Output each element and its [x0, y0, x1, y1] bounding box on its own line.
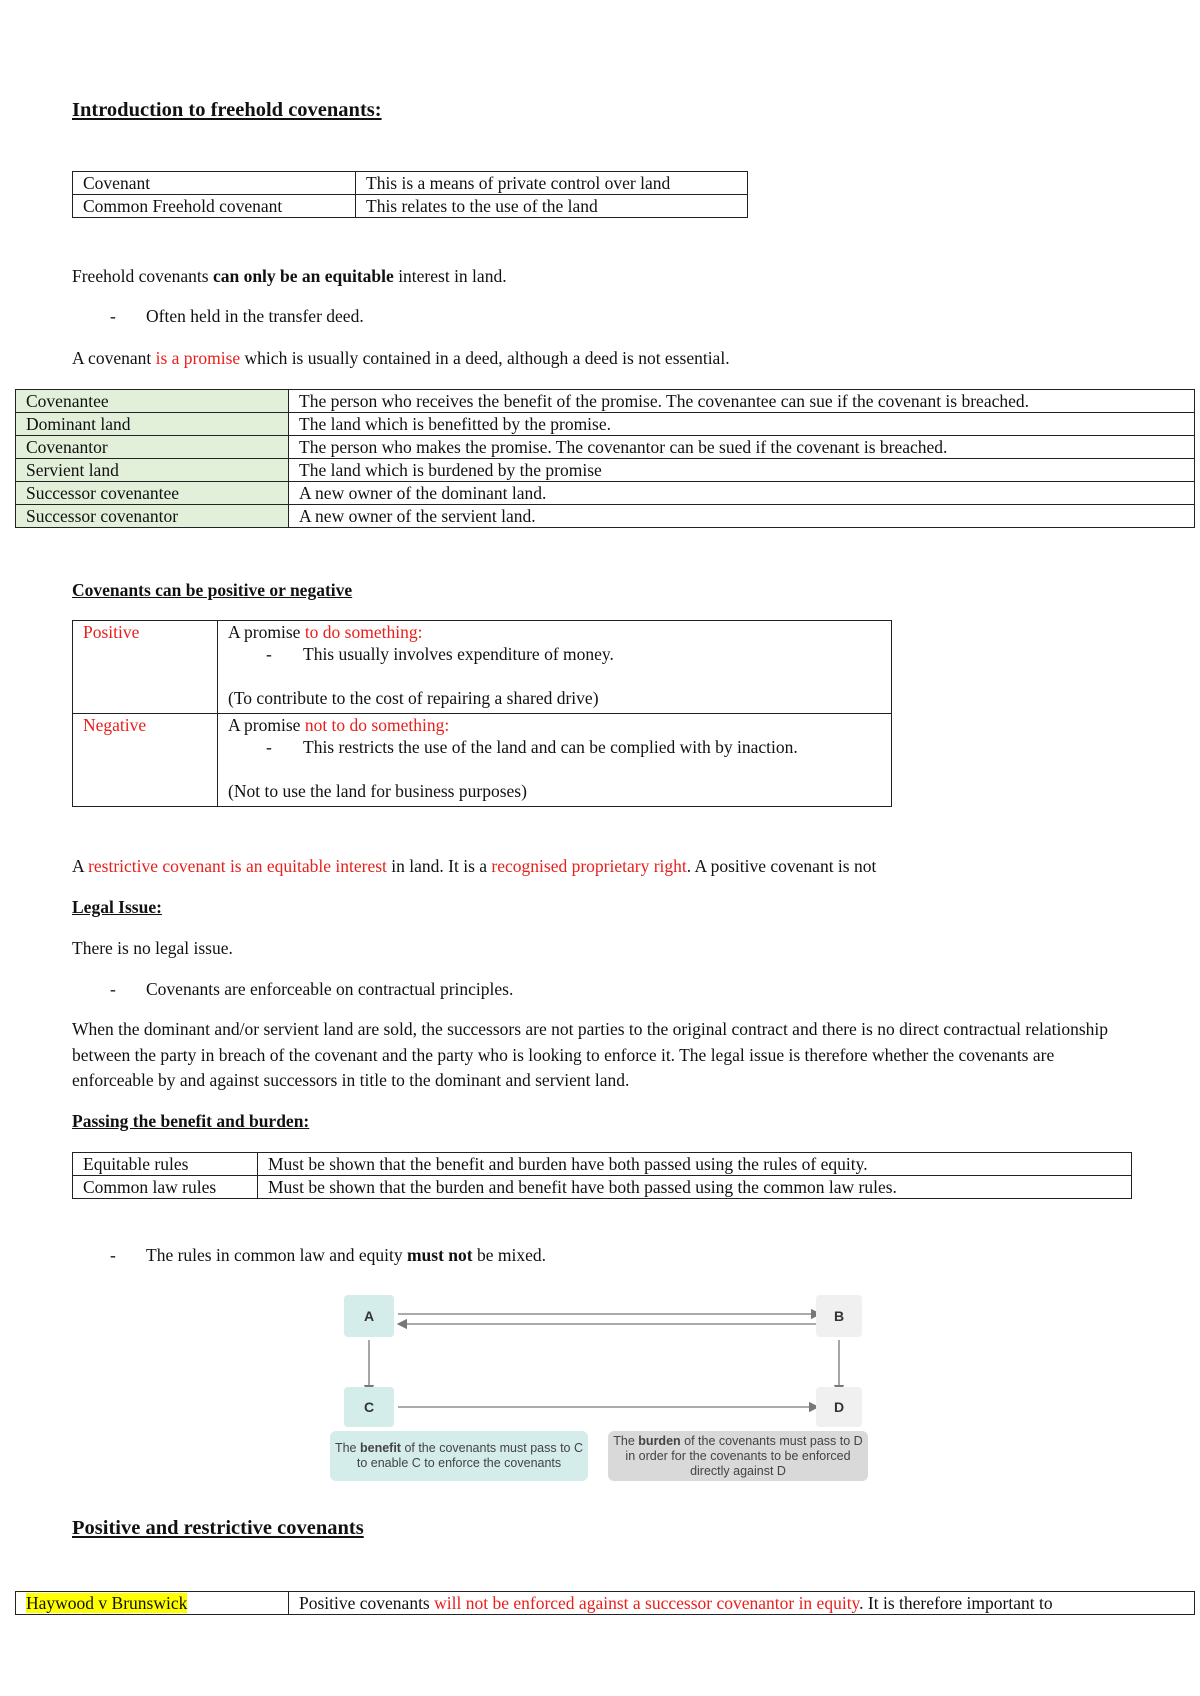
table-cell-definition: The land which is benefitted by the promise.: [289, 413, 1195, 436]
table-row: [73, 195, 748, 218]
table-cell-definition: A new owner of the servient land.: [289, 505, 1195, 528]
covenant-diagram: [330, 1295, 880, 1490]
legal-issue-paragraph: When the dominant and/or servient land are sold, the successors are not parties to the original contract and there is no direct contractual relationship between the party in breach of the covenant and the party who is looking to enforce it. The legal issue is therefore whether the covenants are enforceable by and against successors in title to the dominant and servient land.: [72, 1019, 1109, 1090]
table-row: [16, 413, 1195, 436]
negative-label: Negative: [73, 714, 218, 807]
bullet-dash: -: [110, 1245, 116, 1265]
red-text: recognised proprietary right: [491, 856, 687, 876]
table-cell-term: Common law rules: [73, 1176, 258, 1199]
case-name: Haywood v Brunswick: [26, 1593, 188, 1613]
bullet-text: This usually involves expenditure of money.: [303, 644, 614, 664]
table-cell-term: Covenant: [73, 172, 356, 195]
table-row: [73, 1176, 1132, 1199]
section-heading-positive-negative: Covenants can be positive or negative: [72, 580, 353, 600]
definitions-table-2: [15, 389, 1195, 528]
text-span: in land. It is a: [386, 856, 492, 876]
text-span: be mixed.: [472, 1245, 547, 1265]
text-span: which is usually contained in a deed, although a deed is not essential.: [240, 348, 730, 368]
example-text: (To contribute to the cost of repairing a shared drive): [228, 688, 599, 708]
restrictive-paragraph: [72, 856, 876, 877]
legal-issue-heading: Legal Issue:: [72, 897, 162, 917]
text-span: A promise: [228, 622, 305, 642]
table-row: [73, 621, 892, 714]
positive-negative-table: [72, 620, 892, 807]
table-row: [16, 482, 1195, 505]
benefit-caption: [330, 1431, 588, 1481]
table-cell-term: Servient land: [16, 459, 289, 482]
table-cell-term: Dominant land: [16, 413, 289, 436]
must-not-mix-bullet: [146, 1245, 546, 1266]
positive-label: Positive: [73, 621, 218, 714]
red-text: will not be enforced against a successor covenantor in equity: [434, 1593, 860, 1613]
burden-caption: [608, 1431, 868, 1481]
passing-heading: Passing the benefit and burden:: [72, 1111, 310, 1131]
table-row: [73, 172, 748, 195]
text-span: A promise: [228, 715, 305, 735]
text-span: The: [334, 1441, 360, 1455]
passing-rules-table: [72, 1152, 1132, 1199]
table-cell-definition: This relates to the use of the land: [356, 195, 748, 218]
red-text: is a promise: [155, 348, 241, 368]
promise-paragraph: [72, 348, 730, 369]
legal-issue-bullet: Covenants are enforceable on contractual principles.: [146, 979, 514, 999]
table-row: [73, 714, 892, 807]
text-span: A: [72, 856, 89, 876]
table-cell-term: Covenantee: [16, 390, 289, 413]
negative-description: A promise not to do something: - This restricts the use of the land and can be complied with by inaction. (Not to use the land for business purposes): [218, 714, 892, 807]
text-span: . A positive covenant is not: [686, 856, 877, 876]
table-row: [16, 459, 1195, 482]
bold-text: must not: [406, 1245, 473, 1265]
table-cell-term: Common Freehold covenant: [73, 195, 356, 218]
section-heading-positive-restrictive: Positive and restrictive covenants: [72, 1517, 364, 1539]
table-cell-definition: The person who receives the benefit of the promise. The covenantee can sue if the covenant is breached.: [289, 390, 1195, 413]
table-cell-term: Covenantor: [16, 436, 289, 459]
definitions-table-1: [72, 171, 748, 218]
text-span: of the covenants must pass to C to enable C to enforce the covenants: [356, 1441, 584, 1470]
table-row: [16, 390, 1195, 413]
bullet-text: This restricts the use of the land and can be complied with by inaction.: [303, 737, 798, 757]
table-cell-term: Successor covenantor: [16, 505, 289, 528]
bullet-transfer-deed: Often held in the transfer deed.: [146, 306, 364, 326]
text-span: The: [613, 1433, 639, 1448]
table-cell-term: Successor covenantee: [16, 482, 289, 505]
bold-text: can only be an equitable: [212, 266, 394, 286]
text-span: A covenant: [72, 348, 156, 368]
node-a: A: [344, 1295, 394, 1337]
text-span: . It is therefore important to: [859, 1593, 1053, 1613]
node-b: B: [816, 1295, 862, 1337]
case-description-cell: [289, 1592, 1195, 1615]
bold-text: burden: [638, 1433, 681, 1448]
table-cell-definition: The person who makes the promise. The covenantor can be sued if the covenant is breached.: [289, 436, 1195, 459]
freehold-paragraph: [72, 266, 507, 287]
text-span: interest in land.: [393, 266, 507, 286]
table-row: [16, 1592, 1195, 1615]
node-d: D: [816, 1387, 862, 1427]
table-cell-definition: This is a means of private control over land: [356, 172, 748, 195]
table-cell-term: Equitable rules: [73, 1153, 258, 1176]
text-span: Freehold covenants: [72, 266, 213, 286]
node-c: C: [344, 1387, 394, 1427]
red-text: restrictive covenant is an equitable interest: [88, 856, 387, 876]
red-text: to do something:: [304, 622, 423, 642]
bold-text: benefit: [359, 1441, 401, 1455]
bullet-dash: -: [110, 306, 116, 326]
table-row: [73, 1153, 1132, 1176]
red-text: not to do something:: [304, 715, 450, 735]
table-cell-definition: Must be shown that the burden and benefit have both passed using the common law rules.: [258, 1176, 1132, 1199]
bullet-dash: -: [110, 979, 116, 999]
text-span: Positive covenants: [299, 1593, 435, 1613]
table-cell-definition: A new owner of the dominant land.: [289, 482, 1195, 505]
example-text: (Not to use the land for business purposes): [228, 781, 527, 801]
table-row: [16, 436, 1195, 459]
positive-description: A promise to do something: - This usually involves expenditure of money. (To contribute to the cost of repairing a shared drive): [218, 621, 892, 714]
text-span: of the covenants must pass to D in order for the covenants to be enforced directly against D: [625, 1433, 863, 1478]
case-table: [15, 1591, 1195, 1615]
table-row: [16, 505, 1195, 528]
table-cell-definition: The land which is burdened by the promise: [289, 459, 1195, 482]
case-name-cell: [16, 1592, 289, 1615]
page-title: Introduction to freehold covenants:: [72, 99, 382, 121]
text-span: The rules in common law and equity: [146, 1245, 407, 1265]
legal-issue-text: There is no legal issue.: [72, 938, 233, 958]
table-cell-definition: Must be shown that the benefit and burden have both passed using the rules of equity.: [258, 1153, 1132, 1176]
